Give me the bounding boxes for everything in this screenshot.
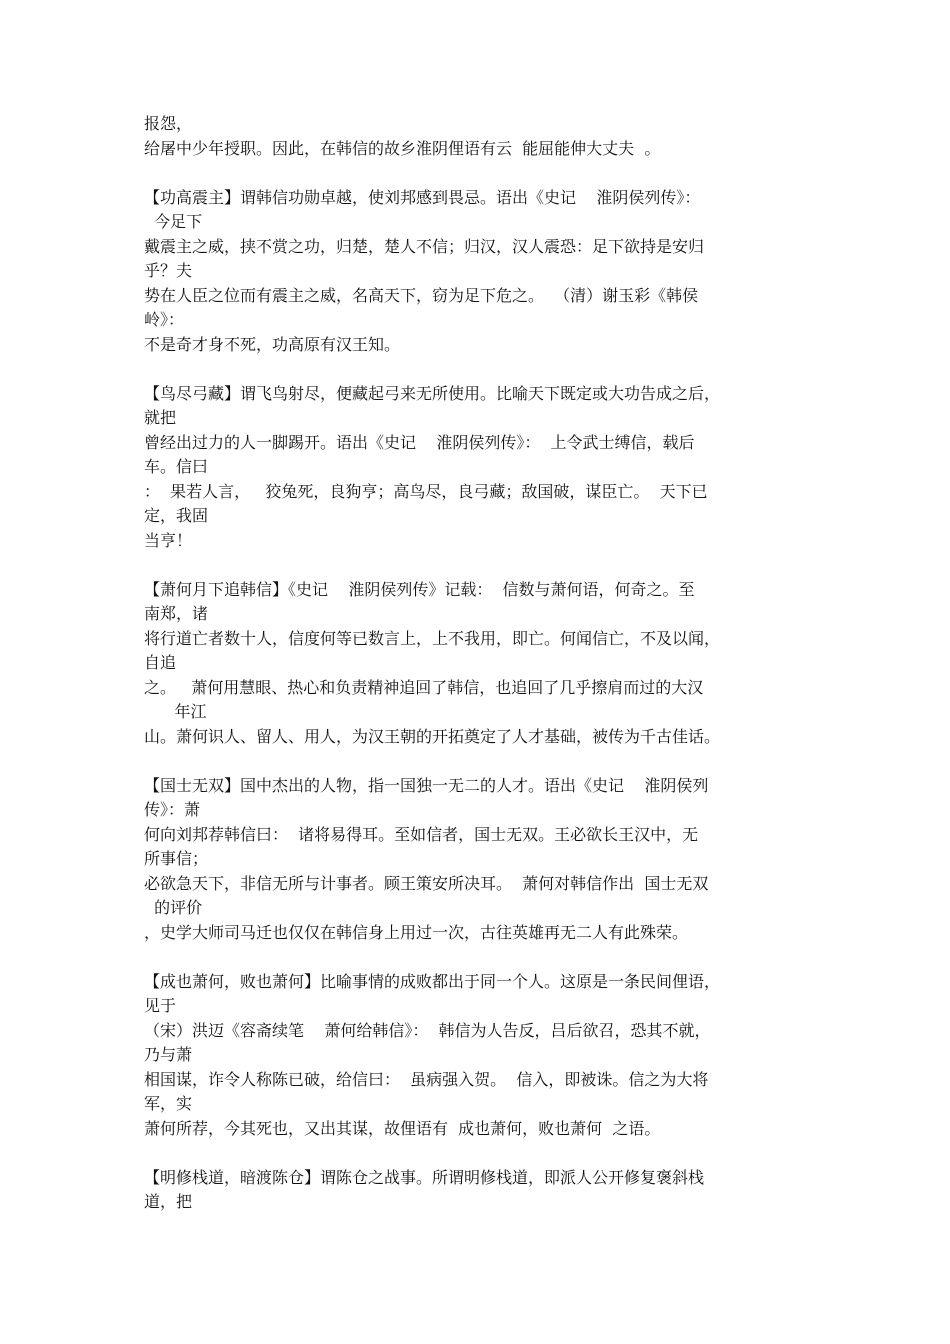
text-line: 将行道亡者数十人，信度何等已数言上，上不我用，即亡。何闻信亡，不及以闻，: [144, 628, 721, 648]
text-line: 的评价: [144, 898, 203, 917]
document-page: [144, 112, 810, 1215]
text-line: （宋）洪迈《容斋续笔 萧何给韩信》： 韩信为人告反，吕后欲召，恐其不就，: [144, 1020, 711, 1040]
text-line: 【萧何月下追韩信】《史记 淮阴侯列传》记载： 信数与萧何语，何奇之。至: [144, 579, 695, 599]
paragraph-gap: [144, 553, 810, 578]
text-line: 【成也萧何，败也萧何】比喻事情的成败都出于同一个人。这原是一条民间俚语，: [144, 971, 721, 991]
text-line: 见于: [144, 996, 177, 1015]
text-line: 必欲急天下，非信无所与计事者。顾王策安所决耳。 萧何对韩信作出 国士无双: [144, 873, 709, 893]
text-line: 【国士无双】国中杰出的人物，指一国独一无二的人才。语出《史记 淮阴侯列: [144, 775, 709, 795]
text-line: 岭》：: [144, 310, 185, 329]
text-line: 不是奇才身不死，功高原有汉王知。: [144, 334, 401, 354]
text-line: 自追: [144, 653, 177, 672]
text-line: 萧何所荐，今其死也，又出其谋，故俚语有 成也萧何，败也萧何 之语。: [144, 1118, 661, 1138]
text-line: 定，我固: [144, 506, 209, 525]
text-line: 当亨！: [144, 530, 193, 550]
text-line: 传》：萧: [144, 800, 201, 819]
text-line: 所事信；: [144, 849, 209, 868]
text-line: 报怨，: [144, 114, 193, 133]
paragraph-gap: [144, 357, 810, 382]
text-line: 曾经出过力的人一脚踢开。语出《史记 淮阴侯列传》： 上令武士缚信，载后: [144, 432, 695, 452]
text-line: 乎？夫: [144, 261, 193, 280]
text-line: 南郑，诸: [144, 604, 209, 623]
text-line: 乃与萧: [144, 1045, 193, 1064]
text-line: 势在人臣之位而有震主之威，名高天下，窃为足下危之。 （清）谢玉彩《韩侯: [144, 285, 699, 305]
text-line: 戴震主之威，挟不赏之功，归楚，楚人不信；归汉，汉人震恐：足下欲持是安归: [144, 236, 705, 256]
text-line: 【明修栈道，暗渡陈仓】谓陈仓之战事。所谓明修栈道，即派人公开修复褒斜栈: [144, 1167, 705, 1187]
text-line: ，史学大师司马迁也仅仅在韩信身上用过一次，古往英雄再无二人有此殊荣。: [144, 922, 689, 942]
text-line: 今足下: [144, 212, 203, 231]
paragraph-gap: [144, 161, 810, 186]
text-line: 道，把: [144, 1192, 193, 1211]
text-line: 年江: [144, 702, 207, 721]
text-line: 【鸟尽弓藏】谓飞鸟射尽，便藏起弓来无所使用。比喻天下既定或大功告成之后，: [144, 383, 721, 403]
text-line: 相国谋，诈令人称陈已破，给信曰： 虽病强入贺。 信入，即被诛。信之为大将: [144, 1069, 709, 1089]
text-line: 【功高震主】谓韩信功勋卓越，使刘邦感到畏忌。语出《史记 淮阴侯列传》：: [144, 187, 701, 207]
text-line: ： 果若人言， 狡兔死，良狗亨；高鸟尽，良弓藏；敌国破，谋臣亡。 天下已: [144, 481, 708, 501]
paragraph-gap: [144, 1141, 810, 1166]
text-line: 山。萧何识人、留人、用人，为汉王朝的开拓奠定了人才基础，被传为千古佳话。: [144, 726, 721, 746]
text-line: 车。信曰: [144, 457, 209, 476]
text-line: 就把: [144, 408, 177, 427]
paragraph-gap: [144, 749, 810, 774]
text-line: 军，实: [144, 1094, 193, 1113]
paragraph-gap: [144, 945, 810, 970]
text-line: 给屠中少年授职。因此，在韩信的故乡淮阴俚语有云 能屈能伸大丈夫 。: [144, 138, 661, 158]
text-line: 之。 萧何用慧眼、热心和负责精神追回了韩信，也追回了几乎擦肩而过的大汉: [144, 677, 704, 697]
text-line: 何向刘邦荐韩信曰： 诸将易得耳。至如信者，国士无双。王必欲长王汉中，无: [144, 824, 699, 844]
